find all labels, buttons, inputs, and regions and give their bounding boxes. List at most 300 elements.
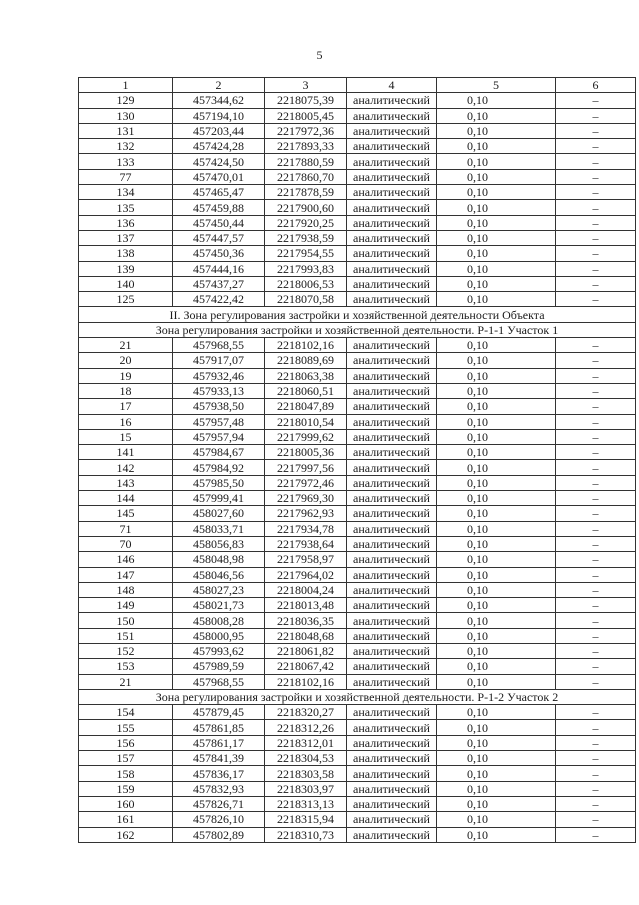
accuracy-cell: 0,10: [437, 613, 556, 628]
point-number-cell: 161: [79, 812, 173, 827]
method-cell: аналитический: [347, 659, 437, 674]
table-row: [79, 659, 636, 674]
y-coordinate-cell: 2217954,55: [265, 246, 347, 261]
y-coordinate-cell: 2218013,48: [265, 598, 347, 613]
note-cell: –: [556, 154, 636, 169]
accuracy-cell: 0,10: [437, 567, 556, 582]
accuracy-cell: 0,10: [437, 292, 556, 307]
table-row: [79, 169, 636, 184]
note-cell: –: [556, 292, 636, 307]
y-coordinate-cell: 2218006,53: [265, 276, 347, 291]
table-row: [79, 108, 636, 123]
x-coordinate-cell: 457424,50: [173, 154, 265, 169]
note-cell: –: [556, 261, 636, 276]
accuracy-cell: 0,10: [437, 506, 556, 521]
note-cell: –: [556, 613, 636, 628]
method-cell: аналитический: [347, 200, 437, 215]
note-cell: –: [556, 674, 636, 689]
note-cell: –: [556, 643, 636, 658]
table-row: [79, 276, 636, 291]
x-coordinate-cell: 457861,85: [173, 720, 265, 735]
note-cell: –: [556, 536, 636, 551]
y-coordinate-cell: 2217878,59: [265, 185, 347, 200]
x-coordinate-cell: 457447,57: [173, 230, 265, 245]
note-cell: –: [556, 338, 636, 353]
table-row: [79, 720, 636, 735]
accuracy-cell: 0,10: [437, 93, 556, 108]
point-number-cell: 158: [79, 766, 173, 781]
x-coordinate-cell: 457999,41: [173, 491, 265, 506]
column-header: 6: [556, 78, 636, 93]
x-coordinate-cell: 457984,92: [173, 460, 265, 475]
x-coordinate-cell: 457879,45: [173, 705, 265, 720]
accuracy-cell: 0,10: [437, 720, 556, 735]
method-cell: аналитический: [347, 552, 437, 567]
point-number-cell: 154: [79, 705, 173, 720]
y-coordinate-cell: 2218315,94: [265, 812, 347, 827]
point-number-cell: 153: [79, 659, 173, 674]
section-title: Зона регулирования застройки и хозяйственной деятельности. Р-1-1 Участок 1: [79, 322, 636, 337]
method-cell: аналитический: [347, 139, 437, 154]
y-coordinate-cell: 2218102,16: [265, 338, 347, 353]
point-number-cell: 156: [79, 735, 173, 750]
y-coordinate-cell: 2217938,59: [265, 230, 347, 245]
accuracy-cell: 0,10: [437, 643, 556, 658]
point-number-cell: 159: [79, 781, 173, 796]
table-row: [79, 246, 636, 261]
table-row: [79, 567, 636, 582]
method-cell: аналитический: [347, 796, 437, 811]
section-title: II. Зона регулирования застройки и хозяйственной деятельности Объекта: [79, 307, 636, 322]
point-number-cell: 132: [79, 139, 173, 154]
accuracy-cell: 0,10: [437, 674, 556, 689]
x-coordinate-cell: 457450,36: [173, 246, 265, 261]
x-coordinate-cell: 458048,98: [173, 552, 265, 567]
page-number: 5: [316, 48, 323, 62]
note-cell: –: [556, 567, 636, 582]
y-coordinate-cell: 2217880,59: [265, 154, 347, 169]
y-coordinate-cell: 2217860,70: [265, 169, 347, 184]
y-coordinate-cell: 2217999,62: [265, 429, 347, 444]
note-cell: –: [556, 445, 636, 460]
x-coordinate-cell: 457933,13: [173, 383, 265, 398]
note-cell: –: [556, 491, 636, 506]
table-row: [79, 414, 636, 429]
x-coordinate-cell: 457344,62: [173, 93, 265, 108]
method-cell: аналитический: [347, 399, 437, 414]
accuracy-cell: 0,10: [437, 338, 556, 353]
section-title-row: [79, 689, 636, 704]
x-coordinate-cell: 458021,73: [173, 598, 265, 613]
point-number-cell: 125: [79, 292, 173, 307]
accuracy-cell: 0,10: [437, 429, 556, 444]
y-coordinate-cell: 2218303,97: [265, 781, 347, 796]
point-number-cell: 138: [79, 246, 173, 261]
method-cell: аналитический: [347, 781, 437, 796]
method-cell: аналитический: [347, 720, 437, 735]
method-cell: аналитический: [347, 735, 437, 750]
y-coordinate-cell: 2218067,42: [265, 659, 347, 674]
table-row: [79, 399, 636, 414]
section-title-row: [79, 307, 636, 322]
x-coordinate-cell: 457437,27: [173, 276, 265, 291]
accuracy-cell: 0,10: [437, 200, 556, 215]
accuracy-cell: 0,10: [437, 154, 556, 169]
accuracy-cell: 0,10: [437, 246, 556, 261]
note-cell: –: [556, 215, 636, 230]
note-cell: –: [556, 246, 636, 261]
method-cell: аналитический: [347, 521, 437, 536]
x-coordinate-cell: 457450,44: [173, 215, 265, 230]
x-coordinate-cell: 457424,28: [173, 139, 265, 154]
column-header: 5: [437, 78, 556, 93]
table-row: [79, 93, 636, 108]
note-cell: –: [556, 93, 636, 108]
accuracy-cell: 0,10: [437, 353, 556, 368]
y-coordinate-cell: 2218036,35: [265, 613, 347, 628]
point-number-cell: 19: [79, 368, 173, 383]
method-cell: аналитический: [347, 108, 437, 123]
table-row: [79, 215, 636, 230]
accuracy-cell: 0,10: [437, 796, 556, 811]
table-row: [79, 643, 636, 658]
x-coordinate-cell: 458027,23: [173, 582, 265, 597]
note-cell: –: [556, 169, 636, 184]
method-cell: аналитический: [347, 613, 437, 628]
table-row: [79, 230, 636, 245]
accuracy-cell: 0,10: [437, 491, 556, 506]
table-row: [79, 598, 636, 613]
note-cell: –: [556, 751, 636, 766]
note-cell: –: [556, 781, 636, 796]
table-row: [79, 521, 636, 536]
method-cell: аналитический: [347, 536, 437, 551]
x-coordinate-cell: 457826,10: [173, 812, 265, 827]
point-number-cell: 71: [79, 521, 173, 536]
point-number-cell: 151: [79, 628, 173, 643]
accuracy-cell: 0,10: [437, 751, 556, 766]
x-coordinate-cell: 457194,10: [173, 108, 265, 123]
x-coordinate-cell: 457917,07: [173, 353, 265, 368]
y-coordinate-cell: 2218303,58: [265, 766, 347, 781]
method-cell: аналитический: [347, 506, 437, 521]
method-cell: аналитический: [347, 276, 437, 291]
point-number-cell: 131: [79, 123, 173, 138]
x-coordinate-cell: 457444,16: [173, 261, 265, 276]
column-header: 1: [79, 78, 173, 93]
note-cell: –: [556, 705, 636, 720]
y-coordinate-cell: 2218005,36: [265, 445, 347, 460]
table-row: [79, 185, 636, 200]
x-coordinate-cell: 457938,50: [173, 399, 265, 414]
point-number-cell: 144: [79, 491, 173, 506]
table-row: [79, 812, 636, 827]
y-coordinate-cell: 2217972,36: [265, 123, 347, 138]
point-number-cell: 155: [79, 720, 173, 735]
method-cell: аналитический: [347, 185, 437, 200]
point-number-cell: 18: [79, 383, 173, 398]
table-row: [79, 200, 636, 215]
method-cell: аналитический: [347, 475, 437, 490]
table-row: [79, 674, 636, 689]
method-cell: аналитический: [347, 766, 437, 781]
x-coordinate-cell: 457836,17: [173, 766, 265, 781]
point-number-cell: 140: [79, 276, 173, 291]
x-coordinate-cell: 457802,89: [173, 827, 265, 842]
note-cell: –: [556, 521, 636, 536]
table-row: [79, 383, 636, 398]
point-number-cell: 20: [79, 353, 173, 368]
note-cell: –: [556, 628, 636, 643]
point-number-cell: 137: [79, 230, 173, 245]
y-coordinate-cell: 2218313,13: [265, 796, 347, 811]
accuracy-cell: 0,10: [437, 536, 556, 551]
y-coordinate-cell: 2218061,82: [265, 643, 347, 658]
accuracy-cell: 0,10: [437, 460, 556, 475]
accuracy-cell: 0,10: [437, 812, 556, 827]
point-number-cell: 135: [79, 200, 173, 215]
x-coordinate-cell: 457861,17: [173, 735, 265, 750]
table-row: [79, 368, 636, 383]
table-header-row: [79, 78, 636, 93]
note-cell: –: [556, 766, 636, 781]
method-cell: аналитический: [347, 628, 437, 643]
note-cell: –: [556, 796, 636, 811]
y-coordinate-cell: 2217938,64: [265, 536, 347, 551]
table-row: [79, 154, 636, 169]
point-number-cell: 70: [79, 536, 173, 551]
x-coordinate-cell: 457422,42: [173, 292, 265, 307]
x-coordinate-cell: 457957,48: [173, 414, 265, 429]
accuracy-cell: 0,10: [437, 276, 556, 291]
point-number-cell: 148: [79, 582, 173, 597]
x-coordinate-cell: 457203,44: [173, 123, 265, 138]
y-coordinate-cell: 2218312,26: [265, 720, 347, 735]
method-cell: аналитический: [347, 169, 437, 184]
x-coordinate-cell: 457989,59: [173, 659, 265, 674]
y-coordinate-cell: 2218089,69: [265, 353, 347, 368]
point-number-cell: 146: [79, 552, 173, 567]
table-row: [79, 460, 636, 475]
point-number-cell: 150: [79, 613, 173, 628]
note-cell: –: [556, 582, 636, 597]
method-cell: аналитический: [347, 93, 437, 108]
x-coordinate-cell: 457832,93: [173, 781, 265, 796]
coordinates-table: [78, 77, 636, 843]
method-cell: аналитический: [347, 383, 437, 398]
x-coordinate-cell: 458008,28: [173, 613, 265, 628]
accuracy-cell: 0,10: [437, 261, 556, 276]
note-cell: –: [556, 812, 636, 827]
point-number-cell: 139: [79, 261, 173, 276]
x-coordinate-cell: 457957,94: [173, 429, 265, 444]
x-coordinate-cell: 457465,47: [173, 185, 265, 200]
accuracy-cell: 0,10: [437, 827, 556, 842]
table-row: [79, 475, 636, 490]
note-cell: –: [556, 353, 636, 368]
method-cell: аналитический: [347, 154, 437, 169]
table-row: [79, 735, 636, 750]
x-coordinate-cell: 457841,39: [173, 751, 265, 766]
accuracy-cell: 0,10: [437, 628, 556, 643]
x-coordinate-cell: 457459,88: [173, 200, 265, 215]
y-coordinate-cell: 2218063,38: [265, 368, 347, 383]
x-coordinate-cell: 458046,56: [173, 567, 265, 582]
y-coordinate-cell: 2218047,89: [265, 399, 347, 414]
table-row: [79, 781, 636, 796]
accuracy-cell: 0,10: [437, 705, 556, 720]
method-cell: аналитический: [347, 368, 437, 383]
table-row: [79, 261, 636, 276]
x-coordinate-cell: 457993,62: [173, 643, 265, 658]
method-cell: аналитический: [347, 567, 437, 582]
point-number-cell: 160: [79, 796, 173, 811]
y-coordinate-cell: 2217958,97: [265, 552, 347, 567]
accuracy-cell: 0,10: [437, 735, 556, 750]
coordinates-table-body: [79, 78, 636, 843]
point-number-cell: 133: [79, 154, 173, 169]
y-coordinate-cell: 2218060,51: [265, 383, 347, 398]
y-coordinate-cell: 2218004,24: [265, 582, 347, 597]
y-coordinate-cell: 2218010,54: [265, 414, 347, 429]
y-coordinate-cell: 2218312,01: [265, 735, 347, 750]
x-coordinate-cell: 458027,60: [173, 506, 265, 521]
method-cell: аналитический: [347, 414, 437, 429]
note-cell: –: [556, 399, 636, 414]
note-cell: –: [556, 185, 636, 200]
point-number-cell: 17: [79, 399, 173, 414]
method-cell: аналитический: [347, 598, 437, 613]
method-cell: аналитический: [347, 812, 437, 827]
y-coordinate-cell: 2218320,27: [265, 705, 347, 720]
method-cell: аналитический: [347, 246, 437, 261]
table-row: [79, 582, 636, 597]
point-number-cell: 130: [79, 108, 173, 123]
y-coordinate-cell: 2217934,78: [265, 521, 347, 536]
note-cell: –: [556, 659, 636, 674]
column-header: 3: [265, 78, 347, 93]
y-coordinate-cell: 2218304,53: [265, 751, 347, 766]
method-cell: аналитический: [347, 460, 437, 475]
method-cell: аналитический: [347, 751, 437, 766]
x-coordinate-cell: 457968,55: [173, 674, 265, 689]
section-title: Зона регулирования застройки и хозяйственной деятельности. Р-1-2 Участок 2: [79, 689, 636, 704]
accuracy-cell: 0,10: [437, 582, 556, 597]
method-cell: аналитический: [347, 827, 437, 842]
point-number-cell: 152: [79, 643, 173, 658]
point-number-cell: 143: [79, 475, 173, 490]
point-number-cell: 141: [79, 445, 173, 460]
note-cell: –: [556, 506, 636, 521]
method-cell: аналитический: [347, 491, 437, 506]
column-header: 2: [173, 78, 265, 93]
table-row: [79, 613, 636, 628]
x-coordinate-cell: 457968,55: [173, 338, 265, 353]
y-coordinate-cell: 2217993,83: [265, 261, 347, 276]
point-number-cell: 15: [79, 429, 173, 444]
note-cell: –: [556, 200, 636, 215]
method-cell: аналитический: [347, 582, 437, 597]
x-coordinate-cell: 457826,71: [173, 796, 265, 811]
note-cell: –: [556, 230, 636, 245]
note-cell: –: [556, 598, 636, 613]
accuracy-cell: 0,10: [437, 123, 556, 138]
method-cell: аналитический: [347, 261, 437, 276]
table-row: [79, 796, 636, 811]
accuracy-cell: 0,10: [437, 368, 556, 383]
accuracy-cell: 0,10: [437, 108, 556, 123]
table-row: [79, 628, 636, 643]
method-cell: аналитический: [347, 429, 437, 444]
note-cell: –: [556, 552, 636, 567]
y-coordinate-cell: 2217969,30: [265, 491, 347, 506]
y-coordinate-cell: 2217962,93: [265, 506, 347, 521]
y-coordinate-cell: 2218070,58: [265, 292, 347, 307]
accuracy-cell: 0,10: [437, 445, 556, 460]
note-cell: –: [556, 276, 636, 291]
column-header: 4: [347, 78, 437, 93]
table-row: [79, 506, 636, 521]
point-number-cell: 16: [79, 414, 173, 429]
method-cell: аналитический: [347, 338, 437, 353]
table-row: [79, 751, 636, 766]
accuracy-cell: 0,10: [437, 399, 556, 414]
method-cell: аналитический: [347, 215, 437, 230]
point-number-cell: 77: [79, 169, 173, 184]
y-coordinate-cell: 2217972,46: [265, 475, 347, 490]
method-cell: аналитический: [347, 643, 437, 658]
note-cell: –: [556, 368, 636, 383]
accuracy-cell: 0,10: [437, 230, 556, 245]
accuracy-cell: 0,10: [437, 598, 556, 613]
table-row: [79, 705, 636, 720]
method-cell: аналитический: [347, 230, 437, 245]
method-cell: аналитический: [347, 292, 437, 307]
table-row: [79, 123, 636, 138]
note-cell: –: [556, 460, 636, 475]
method-cell: аналитический: [347, 445, 437, 460]
note-cell: –: [556, 475, 636, 490]
point-number-cell: 21: [79, 674, 173, 689]
point-number-cell: 147: [79, 567, 173, 582]
x-coordinate-cell: 457932,46: [173, 368, 265, 383]
y-coordinate-cell: 2217964,02: [265, 567, 347, 582]
section-title-row: [79, 322, 636, 337]
point-number-cell: 149: [79, 598, 173, 613]
note-cell: –: [556, 383, 636, 398]
y-coordinate-cell: 2218075,39: [265, 93, 347, 108]
method-cell: аналитический: [347, 353, 437, 368]
x-coordinate-cell: 458033,71: [173, 521, 265, 536]
point-number-cell: 134: [79, 185, 173, 200]
y-coordinate-cell: 2218310,73: [265, 827, 347, 842]
note-cell: –: [556, 123, 636, 138]
y-coordinate-cell: 2217997,56: [265, 460, 347, 475]
table-row: [79, 536, 636, 551]
table-row: [79, 445, 636, 460]
accuracy-cell: 0,10: [437, 766, 556, 781]
x-coordinate-cell: 457984,67: [173, 445, 265, 460]
note-cell: –: [556, 720, 636, 735]
accuracy-cell: 0,10: [437, 475, 556, 490]
method-cell: аналитический: [347, 123, 437, 138]
y-coordinate-cell: 2217893,33: [265, 139, 347, 154]
y-coordinate-cell: 2217900,60: [265, 200, 347, 215]
note-cell: –: [556, 139, 636, 154]
note-cell: –: [556, 108, 636, 123]
table-row: [79, 552, 636, 567]
y-coordinate-cell: 2218048,68: [265, 628, 347, 643]
